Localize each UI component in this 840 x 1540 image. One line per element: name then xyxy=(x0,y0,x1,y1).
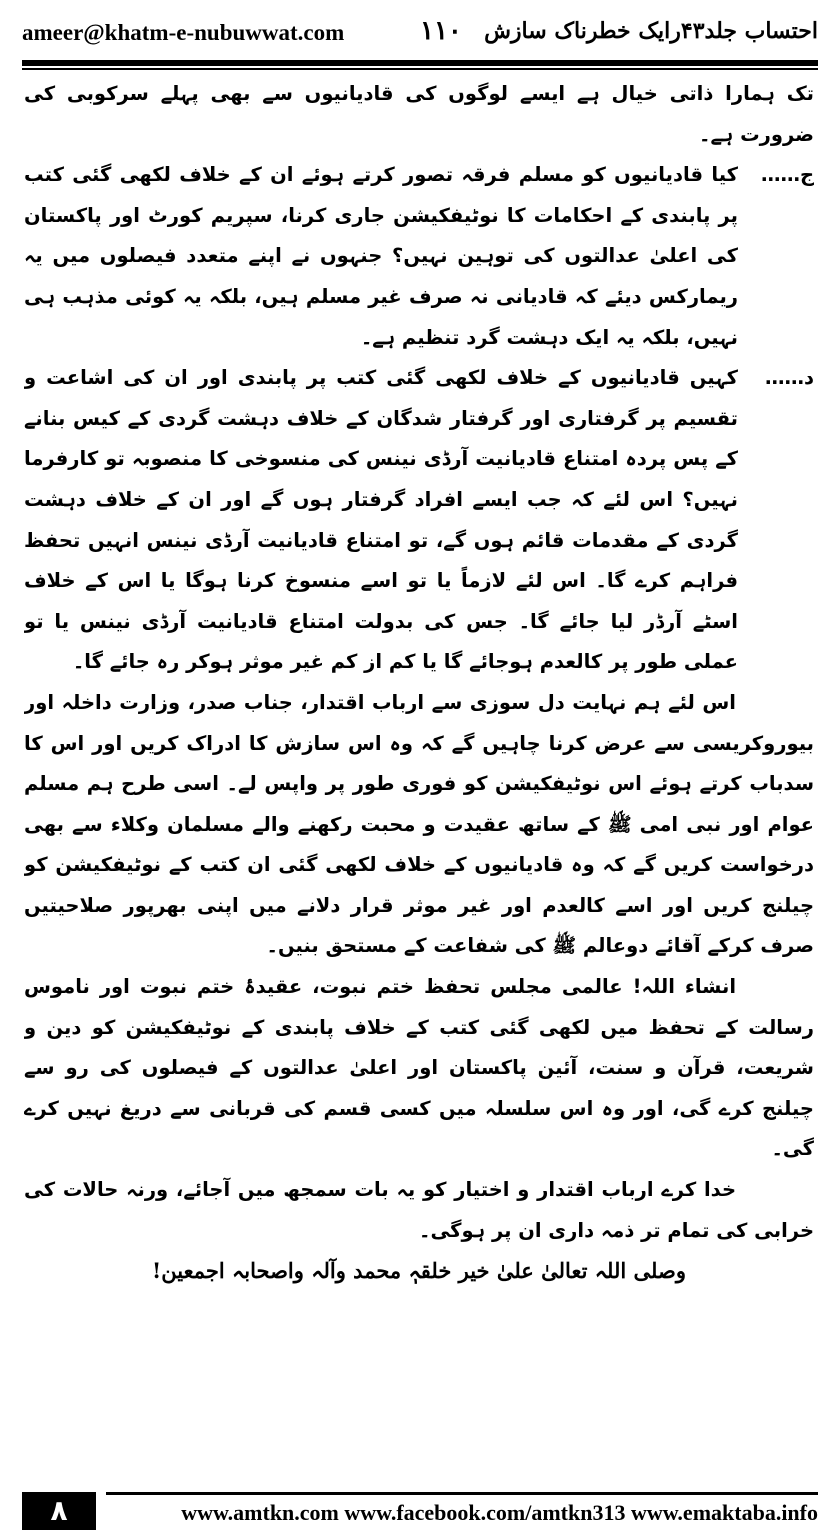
list-marker-j: ج…… xyxy=(760,163,814,187)
list-text-j-content: کیا قادیانیوں کو مسلم فرقہ تصور کرتے ہوئے ان کے خلاف لکھی گئی کتب پر پابندی کے احکامات کا نوٹیفکیشن جاری کرنا، سپریم کورٹ اور پاکستان کی اعلیٰ عدالتوں کی توہین نہیں؟ جنہوں نے اپنے متعدد فیصلوں میں یہ ریمارکس دیئے کہ قادیانی نہ صرف غیر مسلم ہیں، بلکہ یہ کوئی مذہب ہی نہیں، بلکہ یہ ایک دہشت گرد تنظیم ہے۔ xyxy=(24,163,738,349)
header-rule-thick xyxy=(22,60,818,66)
footer-links: www.amtkn.com www.facebook.com/amtkn313 www.emaktaba.info xyxy=(181,1500,818,1525)
header-title: احتساب جلد۴۳رایک خطرناک سازش xyxy=(484,18,818,44)
footer-number-box: ۸ xyxy=(22,1492,96,1530)
list-text-j xyxy=(24,155,738,358)
paragraph-prayer: خدا کرے ارباب اقتدار و اختیار کو یہ بات سمجھ میں آجائے، ورنہ حالات کی خرابی کی تمام تر ذمہ داری ان پر ہوگی۔ xyxy=(24,1178,814,1242)
list-text-d-content: کہیں قادیانیوں کے خلاف لکھی گئی کتب پر پابندی اور ان کی اشاعت و تقسیم پر گرفتاری اور گرفتار شدگان کے خلاف دہشت گردی کے کیس بنانے کے پس پردہ امتناع قادیانیت آرڈی نینس کی منسوخی کا منصوبہ تو کارفرما نہیں؟ اس لئے کہ جب ایسے افراد گرفتار ہوں گے اور ان کے خلاف دہشت گردی کے مقدمات قائم ہوں گے، تو امتناع قادیانیت آرڈی نینس انہیں تحفظ فراہم کرے گا۔ اس لئے لازماً یا تو اسے منسوخ کرنا ہوگا یا اس کے خلاف اسٹے آرڈر لیا جائے گا۔ جس کی بدولت امتناع قادیانیت آرڈی نینس یا تو عملی طور پر کالعدم ہوجائے گا یا کم از کم غیر موثر ہوکر رہ جائے گا۔ xyxy=(24,366,738,674)
list-marker-d: د…… xyxy=(764,366,814,390)
page-header xyxy=(22,12,818,56)
page-footer xyxy=(22,1488,818,1532)
list-item-d xyxy=(24,358,814,683)
article-body xyxy=(24,74,814,1464)
closing-salutation: وصلی اللہ تعالیٰ علیٰ خیر خلقہٖ محمد وآلہ واصحابہ اجمعین! xyxy=(152,1258,686,1284)
paragraph-commitment: انشاء اللہ! عالمی مجلس تحفظ ختم نبوت، عقیدۂ ختم نبوت اور ناموس رسالت کے تحفظ میں لکھی گئی کتب کے خلاف پابندی کے نوٹیفکیشن کو دین و شریعت، قرآن و سنت، آئین پاکستان اور اعلیٰ عدالتوں کے فیصلوں کی رو سے چیلنج کرے گی، اور وہ اس سلسلہ میں کسی قسم کی قربانی سے دریغ نہیں کرے گی۔ xyxy=(24,975,814,1161)
paragraph-appeal: اس لئے ہم نہایت دل سوزی سے ارباب اقتدار، جناب صدر، وزارت داخلہ اور بیوروکریسی سے عرض کرنا چاہیں گے کہ وہ اس سازش کا ادراک کریں اور اس کا سدباب کرتے ہوئے اس نوٹیفکیشن کو فوری طور پر واپس لے۔ اسی طرح ہم مسلم عوام اور نبی امی ﷺ کے ساتھ عقیدت و محبت رکھنے والے مسلمان وکلاء سے بھی درخواست کریں گے کہ وہ قادیانیوں کے خلاف لکھی گئی ان کتب کے نوٹیفکیشن کو چیلنج کریں اور اسے کالعدم اور غیر موثر قرار دلانے میں اپنی بھرپور صلاحیتیں صرف کرکے آقائے دوعالم ﷺ کی شفاعت کے مستحق بنیں۔ xyxy=(24,690,814,958)
list-item-j xyxy=(24,155,814,358)
footer-rule xyxy=(106,1492,818,1495)
header-page-number: ۱۱۰ xyxy=(420,16,462,46)
paragraph-opening: تک ہمارا ذاتی خیال ہے ایسے لوگوں کی قادیانیوں سے بھی پہلے سرکوبی کی ضرورت ہے۔ xyxy=(24,82,814,146)
header-email: ameer@khatm-e-nubuwwat.com xyxy=(22,20,345,45)
list-text-d xyxy=(24,358,738,683)
header-rule-thin xyxy=(22,68,818,70)
